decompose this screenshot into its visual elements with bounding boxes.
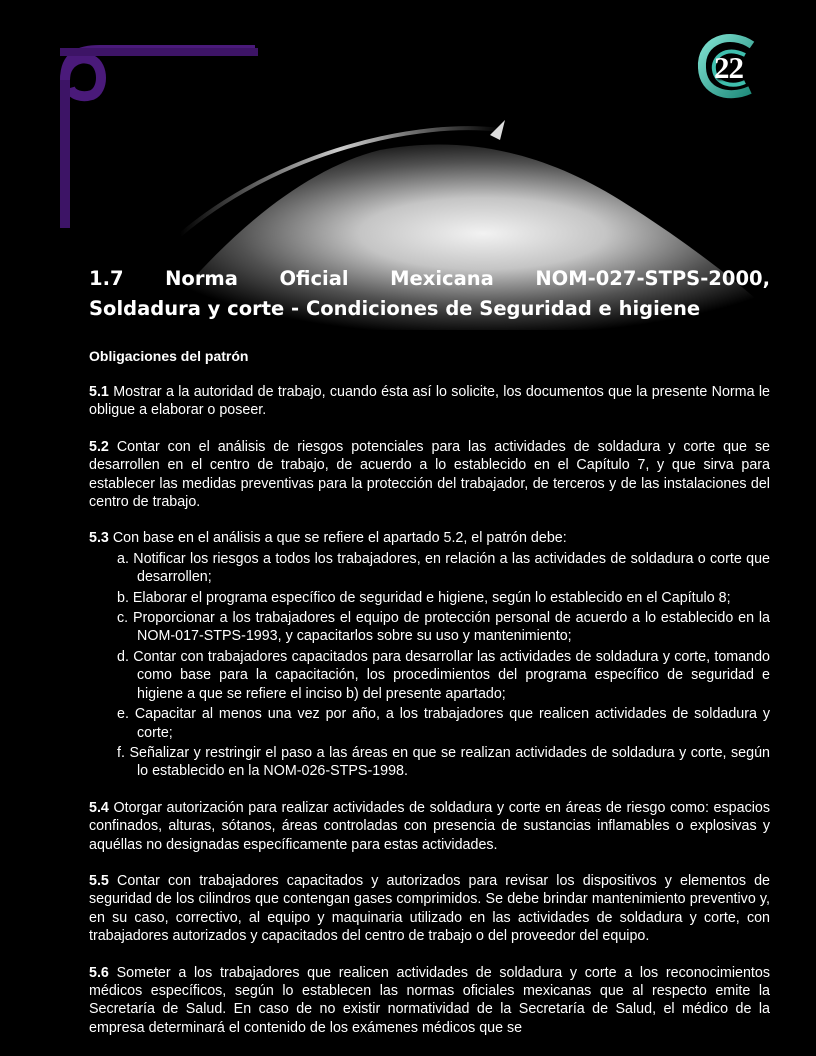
clause-text: Mostrar a la autoridad de trabajo, cuando ésta así lo solicite, los documentos que la presente Norma le obligue a elaborar o poseer. <box>89 384 770 419</box>
paragraph-5-6 <box>89 964 770 1038</box>
clause-number: 5.5 <box>89 872 109 889</box>
clause-number: 5.3 <box>89 530 109 547</box>
clause-text: Con base en el análisis a que se refiere el apartado 5.2, el patrón debe: <box>112 530 567 547</box>
heading-line-1: 1.7 Norma Oficial Mexicana NOM-027-STPS-2000, <box>89 267 770 290</box>
paragraph-5-5 <box>89 872 770 946</box>
obligations-list <box>89 550 770 781</box>
paragraph-5-2 <box>89 438 770 512</box>
list-item: f. Señalizar y restringir el paso a las áreas en que se realizan actividades de soldadura y corte, según lo establecido en la NOM-026-STPS-1998. <box>117 744 770 780</box>
clause-text: Otorgar autorización para realizar actividades de soldadura y corte en áreas de riesgo como: espacios confinados, alturas, sótanos, áreas controladas con presencia de sustancias inflamables o explosivas y aquéllas no designadas específicamente para estas actividades. <box>89 799 770 853</box>
clause-text: Contar con trabajadores capacitados y autorizados para revisar los dispositivos y elementos de seguridad de los cilindros que contengan gases comprimidos. Se debe brindar mantenimiento preventivo y, en su caso, correctivo, al equipo y maquinaria utilizado en las actividades de soldadura y corte, con trabajadores autorizados y capacitados del centro de trabajo o del proveedor del equipo. <box>89 872 770 945</box>
list-item: e. Capacitar al menos una vez por año, a los trabajadores que realicen actividades de soldadura y corte; <box>117 706 770 741</box>
paragraph-5-3 <box>89 529 770 547</box>
section-heading <box>89 264 770 324</box>
document-body <box>89 264 770 1037</box>
paragraph-5-4 <box>89 799 770 854</box>
clause-text: Someter a los trabajadores que realicen actividades de soldadura y corte a los reconocimientos médicos específicos, según lo establecen las normas oficiales mexicanas que al respecto emite la Secretaría de Salud. En caso de no existir normatividad de la Secretaría de Salud, el médico de la empresa determinará el contenido de los exámenes médicos que se <box>89 964 770 1036</box>
list-item: d. Contar con trabajadores capacitados para desarrollar las actividades de soldadura y corte, tomando como base para la capacitación, los procedimientos del programa específico de seguridad e higiene a que se refiere el inciso b) del presente apartado; <box>117 648 770 702</box>
list-item: c. Proporcionar a los trabajadores el equipo de protección personal de acuerdo a lo establecido en la NOM-017-STPS-1993, y capacitarlos sobre su uso y mantenimiento; <box>117 610 770 645</box>
clause-text: Contar con el análisis de riesgos potenciales para las actividades de soldadura y corte que se desarrollen en el centro de trabajo, de acuerdo a lo establecido en el Capítulo 7, y que sirva para establecer las medidas preventivas para la protección del trabajador, de terceros y de las instalaciones del centro de trabajo. <box>89 438 770 511</box>
paragraph-5-1 <box>89 383 770 420</box>
clause-number: 5.2 <box>89 438 109 455</box>
clause-number: 5.1 <box>89 384 109 400</box>
page-number: 22 <box>714 50 743 85</box>
clause-number: 5.4 <box>89 799 109 816</box>
list-item: a. Notificar los riesgos a todos los trabajadores, en relación a las actividades de soldadura o corte que desarrollen; <box>117 550 770 586</box>
clause-number: 5.6 <box>89 964 109 981</box>
subheading: Obligaciones del patrón <box>89 348 249 364</box>
list-item: b. Elaborar el programa específico de seguridad e higiene, según lo establecido en el Capítulo 8; <box>117 589 731 606</box>
heading-line-2: Soldadura y corte - Condiciones de Seguridad e higiene <box>89 297 701 320</box>
